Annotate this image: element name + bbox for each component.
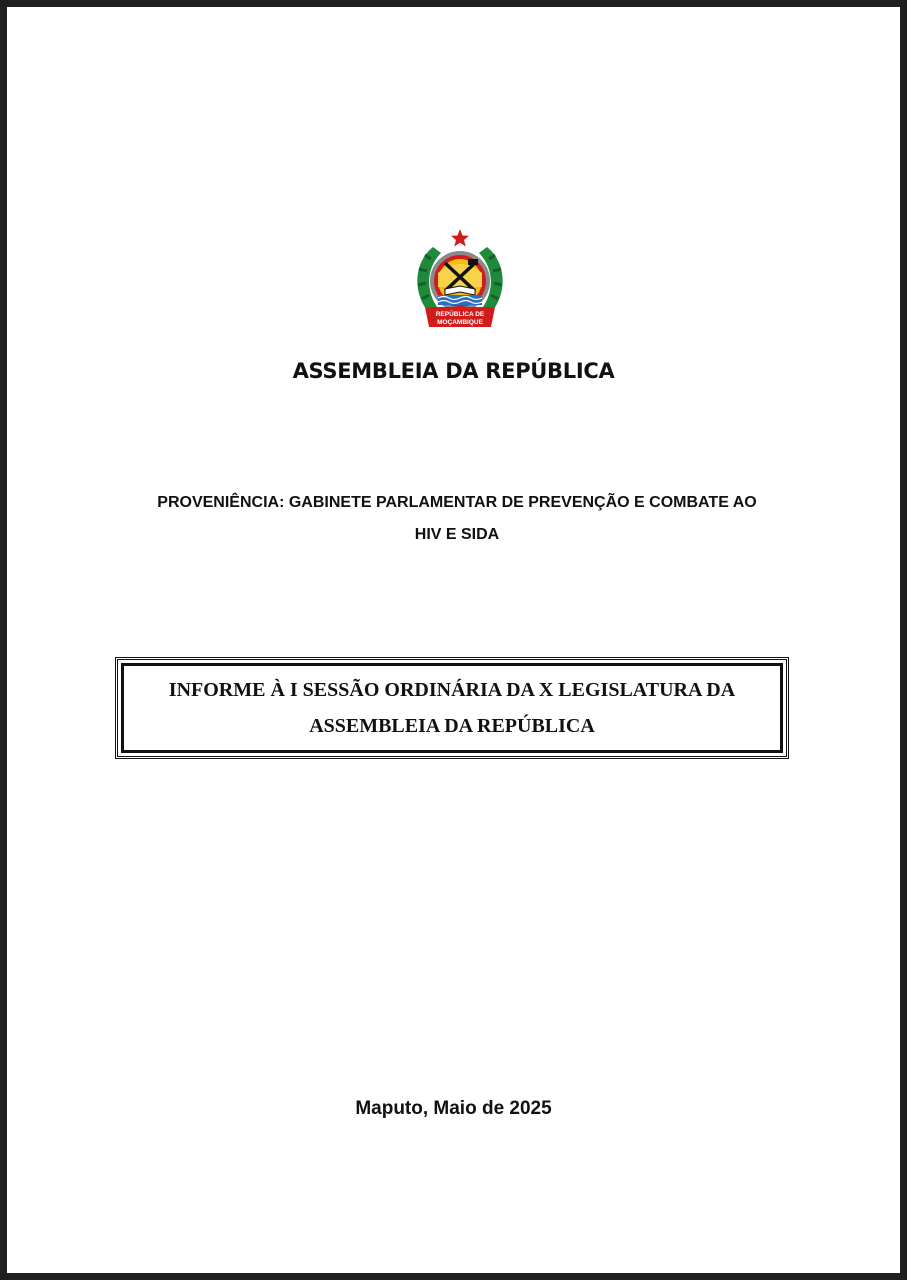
coat-of-arms-icon <box>403 225 517 337</box>
provenance-line-1: PROVENIÊNCIA: GABINETE PARLAMENTAR DE PREVENÇÃO E COMBATE AO <box>157 494 757 511</box>
document-title-line-1: INFORME À I SESSÃO ORDINÁRIA DA X LEGISLATURA DA <box>168 679 736 701</box>
provenance-line-2: HIV E SIDA <box>414 526 500 543</box>
provenance-block <box>107 487 807 551</box>
document-title-line-2: ASSEMBLEIA DA REPÚBLICA <box>309 715 595 737</box>
document-page <box>7 7 900 1273</box>
document-title-box <box>115 657 789 759</box>
document-title <box>121 663 783 753</box>
institution-title: ASSEMBLEIA DA REPÚBLICA <box>292 359 615 383</box>
banner-line-2: MOÇAMBIQUE <box>437 319 483 326</box>
place-and-date: Maputo, Maio de 2025 <box>355 1098 552 1119</box>
banner-line-1: REPÚBLICA DE <box>435 311 485 318</box>
